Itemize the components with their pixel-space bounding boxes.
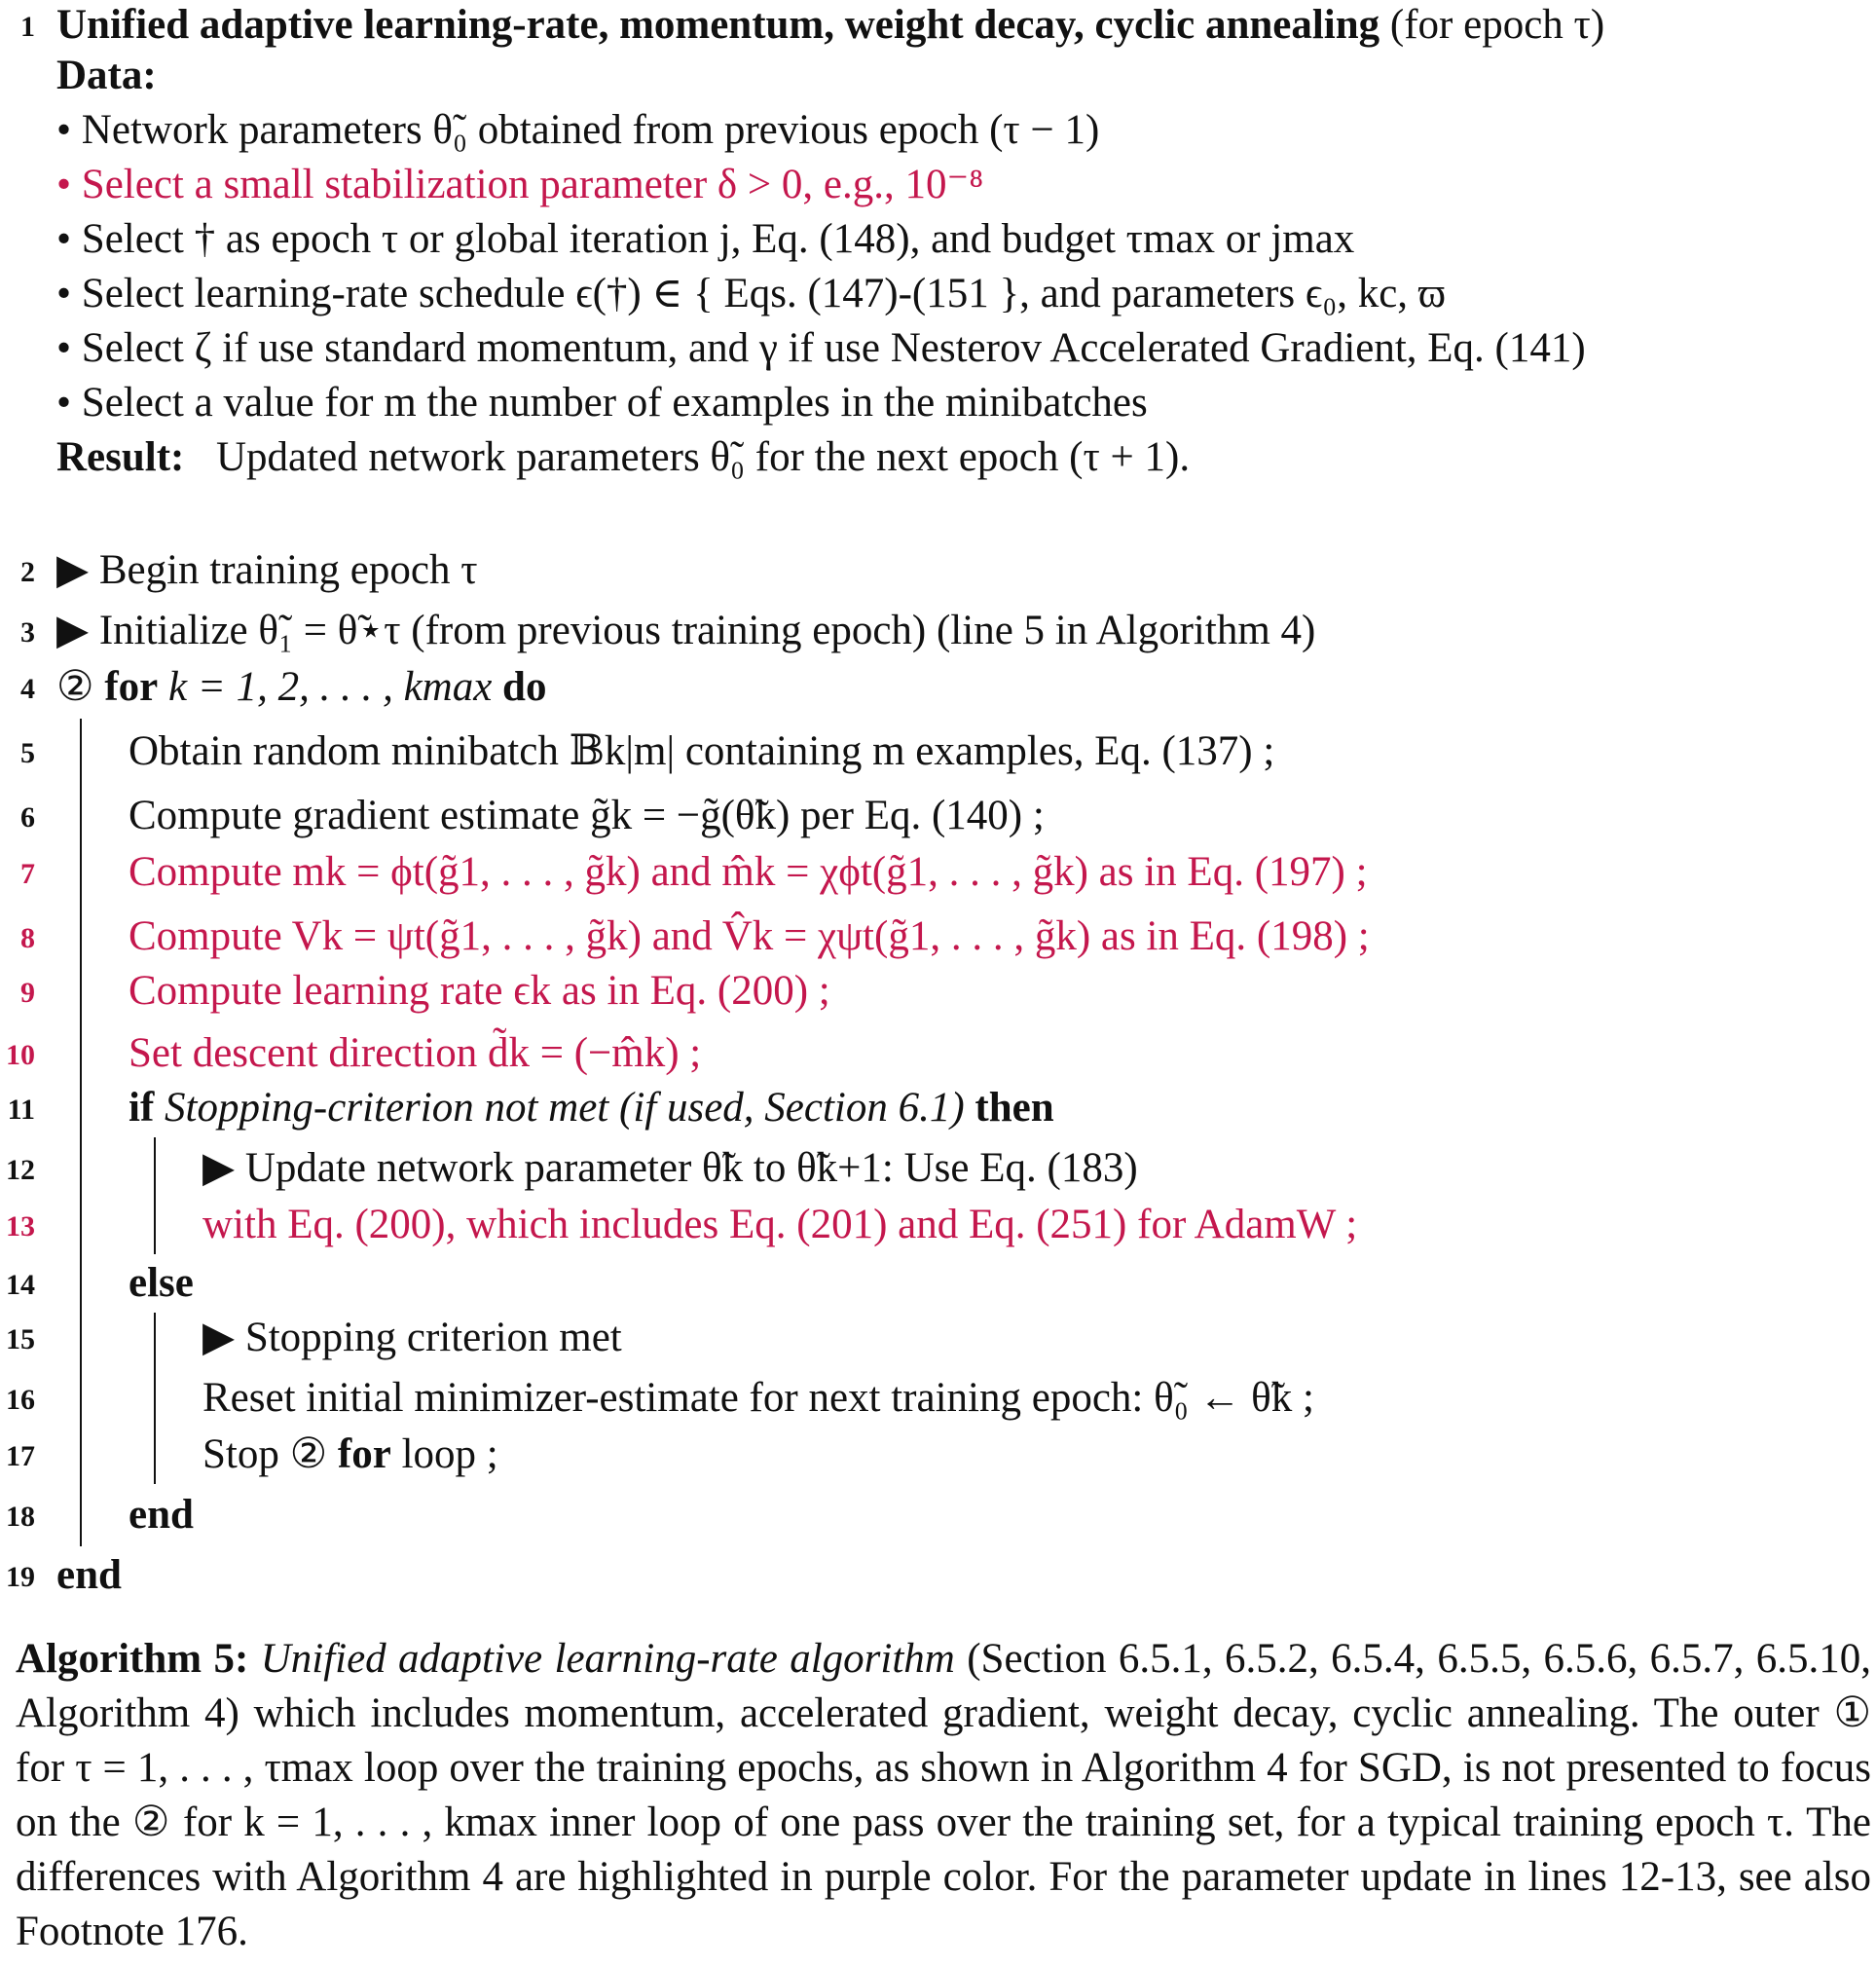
line-text: ▶ Stopping criterion met [202,1315,622,1360]
line-number: 18 [6,1501,35,1533]
keyword-then: then [975,1085,1054,1131]
result-text: Updated network parameters θ̃₀ for the next epoch (τ + 1). [216,434,1191,480]
data-item-text: • Select learning-rate schedule ϵ(†) ∈ { Eqs. (147)-(151 }, and parameters ϵ₀, kc, ϖ [56,271,1447,316]
line-number: 15 [6,1323,35,1355]
line-number: 6 [20,801,35,834]
line-number: 19 [6,1561,35,1593]
stop-line [202,1429,498,1480]
if-branch-bar [154,1137,156,1254]
caption-label: Algorithm 5: [16,1636,249,1682]
algorithm-caption [16,1632,1871,1959]
line-number: 17 [6,1440,35,1472]
loop-marker-icon: ② [56,664,94,710]
algo-header [56,0,1604,51]
caption-text: (Section 6.5.1, 6.5.2, 6.5.4, 6.5.5, 6.5.6, 6.5.7, 6.5.10, Algorithm 4) which includes momentum, accelerated gradient, weight decay, cyclic annealing. The outer ① for τ = 1, . . . , τmax loop over the training epochs, as shown in Algorithm 4 for SGD, is not presented to focus on the ② for k = 1, . . . , kmax inner loop of one pass over the training set, for a typical training epoch τ. The differences with Algorithm 4 are highlighted in purple color. For the parameter update in lines 12-13, see also Footnote 176. [16,1636,1871,1954]
line-text-highlighted: with Eq. (200), which includes Eq. (201) and Eq. (251) for AdamW ; [202,1202,1358,1247]
keyword-end: end [129,1492,194,1538]
line-number: 14 [6,1269,35,1301]
data-item-text: • Select † as epoch τ or global iteration j, Eq. (148), and budget τmax or jmax [56,216,1355,262]
line-text: Reset initial minimizer-estimate for next training epoch: θ̃₀ ← θ̃k ; [202,1375,1314,1421]
line-text: ▶ Update network parameter θ̃k to θ̃k+1: Use Eq. (183) [202,1145,1138,1191]
algo-title: Unified adaptive learning-rate, momentum, weight decay, cyclic annealing [56,2,1380,48]
keyword-if: if [129,1085,155,1131]
keyword-for: for [104,664,159,710]
for-loop-bar [80,719,82,1546]
loop-range: k = 1, 2, . . . , kmax [167,664,493,710]
line-text: ▶ Begin training epoch τ [56,547,478,593]
line-text: Compute gradient estimate g̃k = −g̃(θ̃k) per Eq. (140) ; [129,793,1045,838]
data-label: Data: [56,53,157,98]
result-label: Result: [56,434,185,480]
stop-text-end: loop ; [401,1431,498,1477]
data-item-text: • Select ζ if use standard momentum, and γ if use Nesterov Accelerated Gradient, Eq. (141) [56,325,1586,371]
line-number: 9 [20,977,35,1009]
else-branch-bar [154,1313,156,1484]
line-number: 8 [20,922,35,954]
keyword-end: end [56,1552,122,1598]
line-text-highlighted: Set descent direction d̃k = (−m̂k) ; [129,1030,702,1076]
line-number: 1 [20,11,35,43]
algo-title-suffix: (for epoch τ) [1389,2,1605,48]
line-number: 4 [20,673,35,705]
keyword-for: for [337,1431,391,1477]
line-number: 16 [6,1384,35,1416]
if-condition: Stopping-criterion not met (if used, Section 6.1) [165,1085,965,1131]
line-number: 5 [20,737,35,769]
line-number: 7 [20,858,35,890]
data-item-text: • Network parameters θ̃₀ obtained from previous epoch (τ − 1) [56,107,1100,153]
line-number: 2 [20,556,35,588]
line-number: 11 [7,1094,35,1126]
line-text-highlighted: Compute Vk = ψt(g̃1, . . . , g̃k) and V̂k = χψt(g̃1, . . . , g̃k) as in Eq. (198) ; [129,913,1370,959]
line-text: Obtain random minibatch 𝔹k|m| containing m examples, Eq. (137) ; [129,728,1275,774]
stop-text: Stop ② [202,1431,328,1477]
line-text-highlighted: Compute mk = ϕt(g̃1, . . . , g̃k) and m̂k = χϕt(g̃1, . . . , g̃k) as in Eq. (197) ; [129,849,1368,895]
keyword-do: do [502,664,547,710]
keyword-else: else [129,1260,194,1306]
for-loop-header [56,662,546,713]
line-number: 10 [6,1039,35,1071]
data-item-text: • Select a value for m the number of examples in the minibatches [56,380,1148,426]
line-number: 3 [20,616,35,649]
line-number: 13 [6,1210,35,1243]
line-text-highlighted: Compute learning rate ϵk as in Eq. (200) ; [129,968,830,1014]
if-header [129,1083,1054,1133]
line-number: 12 [6,1154,35,1186]
caption-title: Unified adaptive learning-rate algorithm [260,1636,955,1682]
data-item-text: • Select a small stabilization parameter δ > 0, e.g., 10⁻⁸ [56,162,984,207]
line-text: ▶ Initialize θ̃₁ = θ̃⋆τ (from previous training epoch) (line 5 in Algorithm 4) [56,608,1316,653]
